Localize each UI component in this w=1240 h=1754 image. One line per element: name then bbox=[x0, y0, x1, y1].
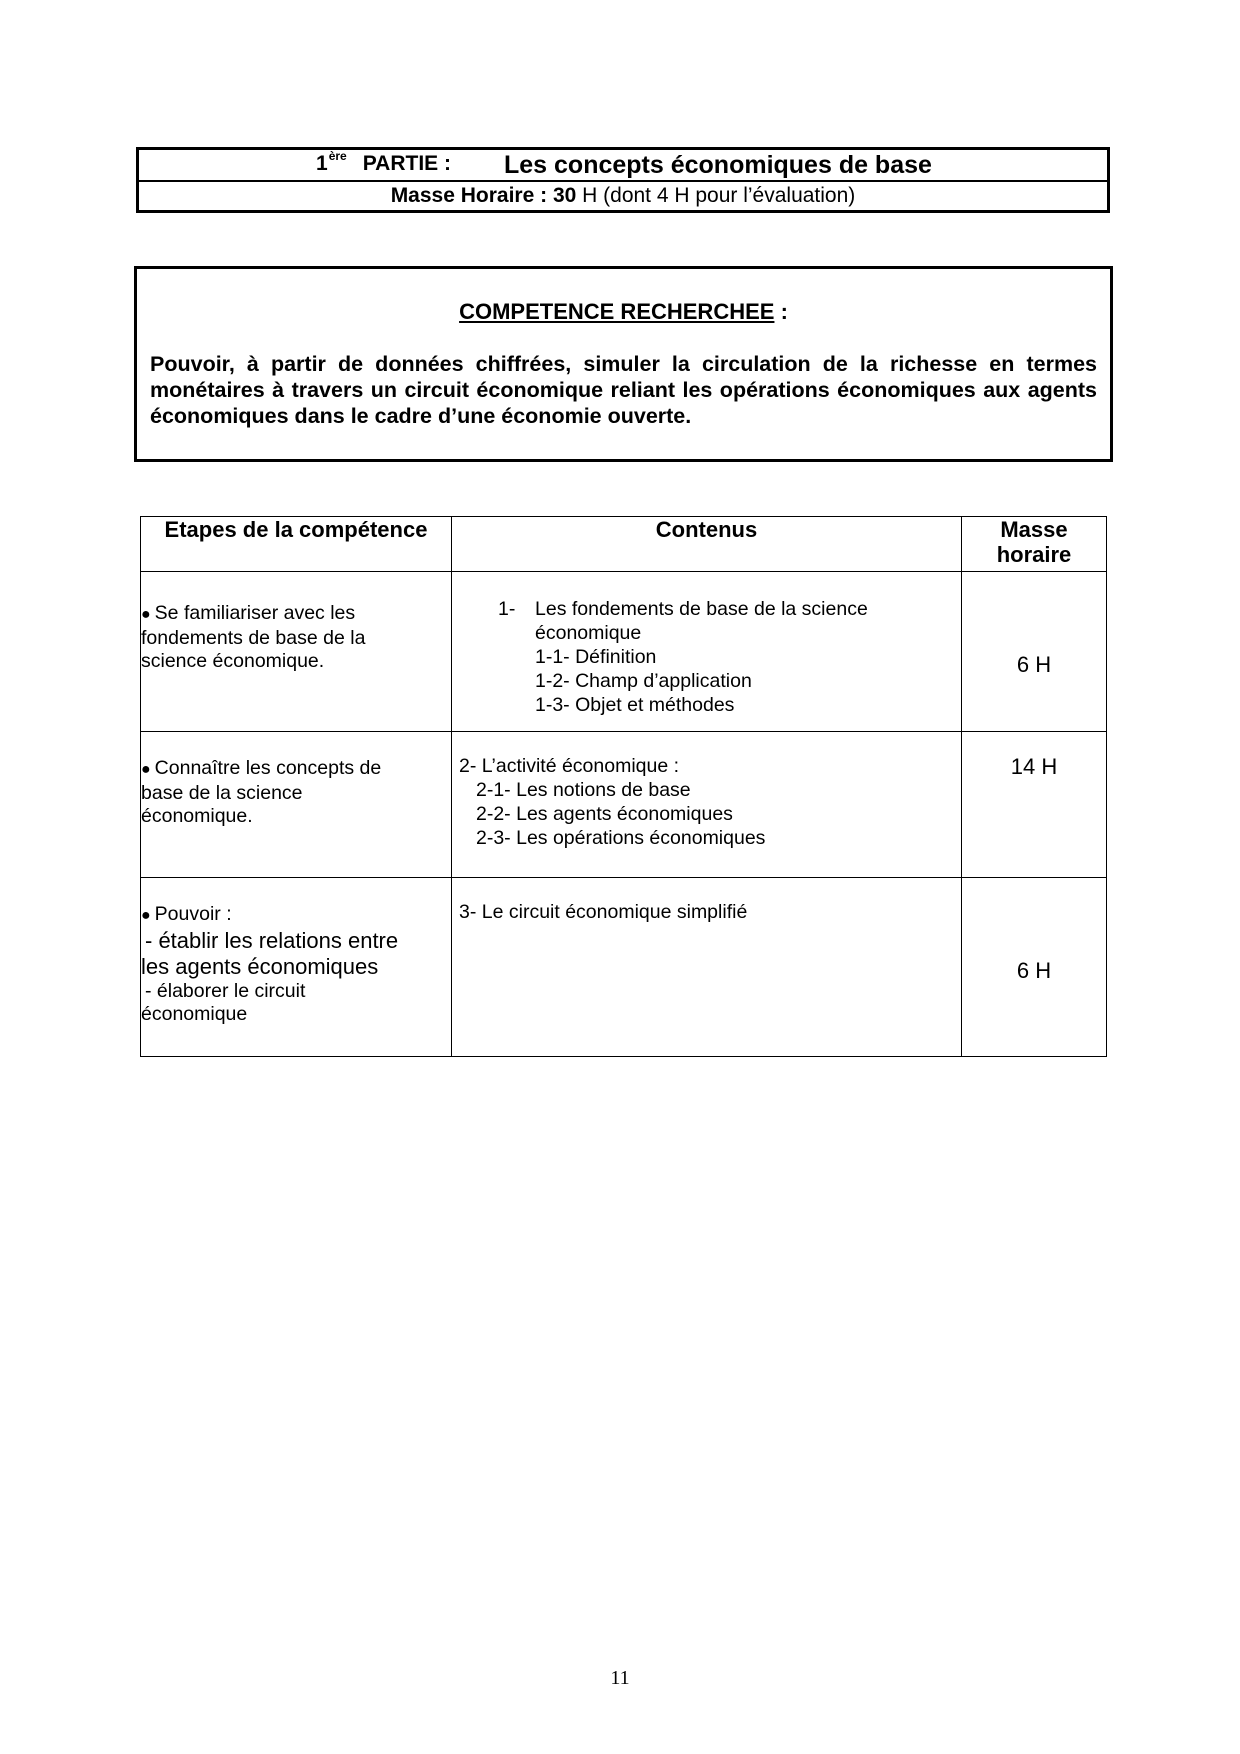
masse-cell bbox=[962, 572, 1107, 732]
etape-line: Se familiariser avec les bbox=[154, 602, 356, 624]
contenu-cell bbox=[452, 732, 962, 878]
bullet-icon: ● bbox=[141, 907, 151, 924]
etape-cell bbox=[141, 878, 452, 1057]
masse-horaire-row bbox=[139, 182, 1107, 210]
etape-line: économique. bbox=[141, 805, 253, 827]
contenu-item: 1-2- Champ d’application bbox=[535, 670, 752, 692]
masse-value: 30 bbox=[552, 184, 577, 207]
table-header-row bbox=[141, 517, 1107, 572]
partie-number: 1 bbox=[316, 152, 328, 175]
table-row bbox=[141, 732, 1107, 878]
contenu-item: 2-2- Les agents économiques bbox=[476, 803, 733, 825]
etape-line: Connaître les concepts de bbox=[154, 757, 382, 779]
header-masse-line2: horaire bbox=[996, 542, 1072, 567]
competence-title-text: COMPETENCE RECHERCHEE bbox=[459, 299, 775, 324]
competence-box bbox=[134, 266, 1113, 462]
table-row bbox=[141, 878, 1107, 1057]
etape-line: base de la science bbox=[141, 781, 303, 804]
contenu-title: 2- L’activité économique : bbox=[459, 755, 680, 777]
masse-label: Masse Horaire : bbox=[390, 184, 548, 207]
partie-title: Les concepts économiques de base bbox=[504, 151, 932, 179]
masse-value: 6 H bbox=[1016, 958, 1052, 983]
contenu-title-cont: économique bbox=[535, 622, 642, 644]
contenu-item: 1-3- Objet et méthodes bbox=[535, 694, 735, 716]
etape-subitem-cont: économique bbox=[141, 1003, 248, 1025]
competence-text: Pouvoir, à partir de données chiffrées, simuler la circulation de la richesse en termes monétaires à travers un circuit économique reliant les opérations économiques aux agents économiques dans le cadre d’une économie ouverte. bbox=[150, 352, 1097, 428]
masse-value: 14 H bbox=[1010, 754, 1058, 779]
etape-subitem-cont: les agents économiques bbox=[141, 953, 379, 979]
masse-cell bbox=[962, 732, 1107, 878]
partie-title-row bbox=[139, 150, 1107, 182]
etape-subitem: - élaborer le circuit bbox=[145, 979, 306, 1002]
header-contenus: Contenus bbox=[452, 517, 962, 572]
etape-subitem: - établir les relations entre bbox=[145, 927, 399, 953]
competence-table bbox=[140, 516, 1107, 1057]
etape-cell bbox=[141, 732, 452, 878]
etape-line: science économique. bbox=[141, 650, 325, 672]
masse-cell bbox=[962, 878, 1107, 1057]
partie-superscript: ère bbox=[328, 149, 347, 163]
contenu-title: 3- Le circuit économique simplifié bbox=[459, 901, 748, 923]
contenu-cell bbox=[452, 878, 962, 1057]
header-masse bbox=[962, 517, 1107, 572]
masse-value: 6 H bbox=[1016, 652, 1052, 677]
contenu-item: 1-1- Définition bbox=[535, 646, 657, 668]
competence-title bbox=[137, 299, 1110, 325]
partie-label bbox=[316, 149, 451, 176]
etape-title: Pouvoir : bbox=[154, 903, 232, 925]
bullet-icon: ● bbox=[141, 761, 151, 778]
contenu-cell bbox=[452, 572, 962, 732]
contenu-item: 2-1- Les notions de base bbox=[476, 779, 691, 801]
etape-cell bbox=[141, 572, 452, 732]
partie-header bbox=[136, 147, 1110, 213]
etape-line: fondements de base de la bbox=[141, 626, 366, 649]
bullet-icon: ● bbox=[141, 606, 151, 623]
table-row bbox=[141, 572, 1107, 732]
page-number: 11 bbox=[610, 1667, 630, 1689]
header-etapes: Etapes de la compétence bbox=[141, 517, 452, 572]
contenu-title: Les fondements de base de la science bbox=[535, 598, 868, 620]
header-masse-line1: Masse bbox=[1000, 517, 1068, 542]
masse-detail: H (dont 4 H pour l’évaluation) bbox=[582, 184, 856, 207]
contenu-item: 2-3- Les opérations économiques bbox=[476, 827, 766, 849]
contenu-number: 1- bbox=[498, 598, 516, 620]
partie-label-text: PARTIE : bbox=[362, 152, 451, 175]
competence-title-suffix: : bbox=[774, 299, 788, 324]
